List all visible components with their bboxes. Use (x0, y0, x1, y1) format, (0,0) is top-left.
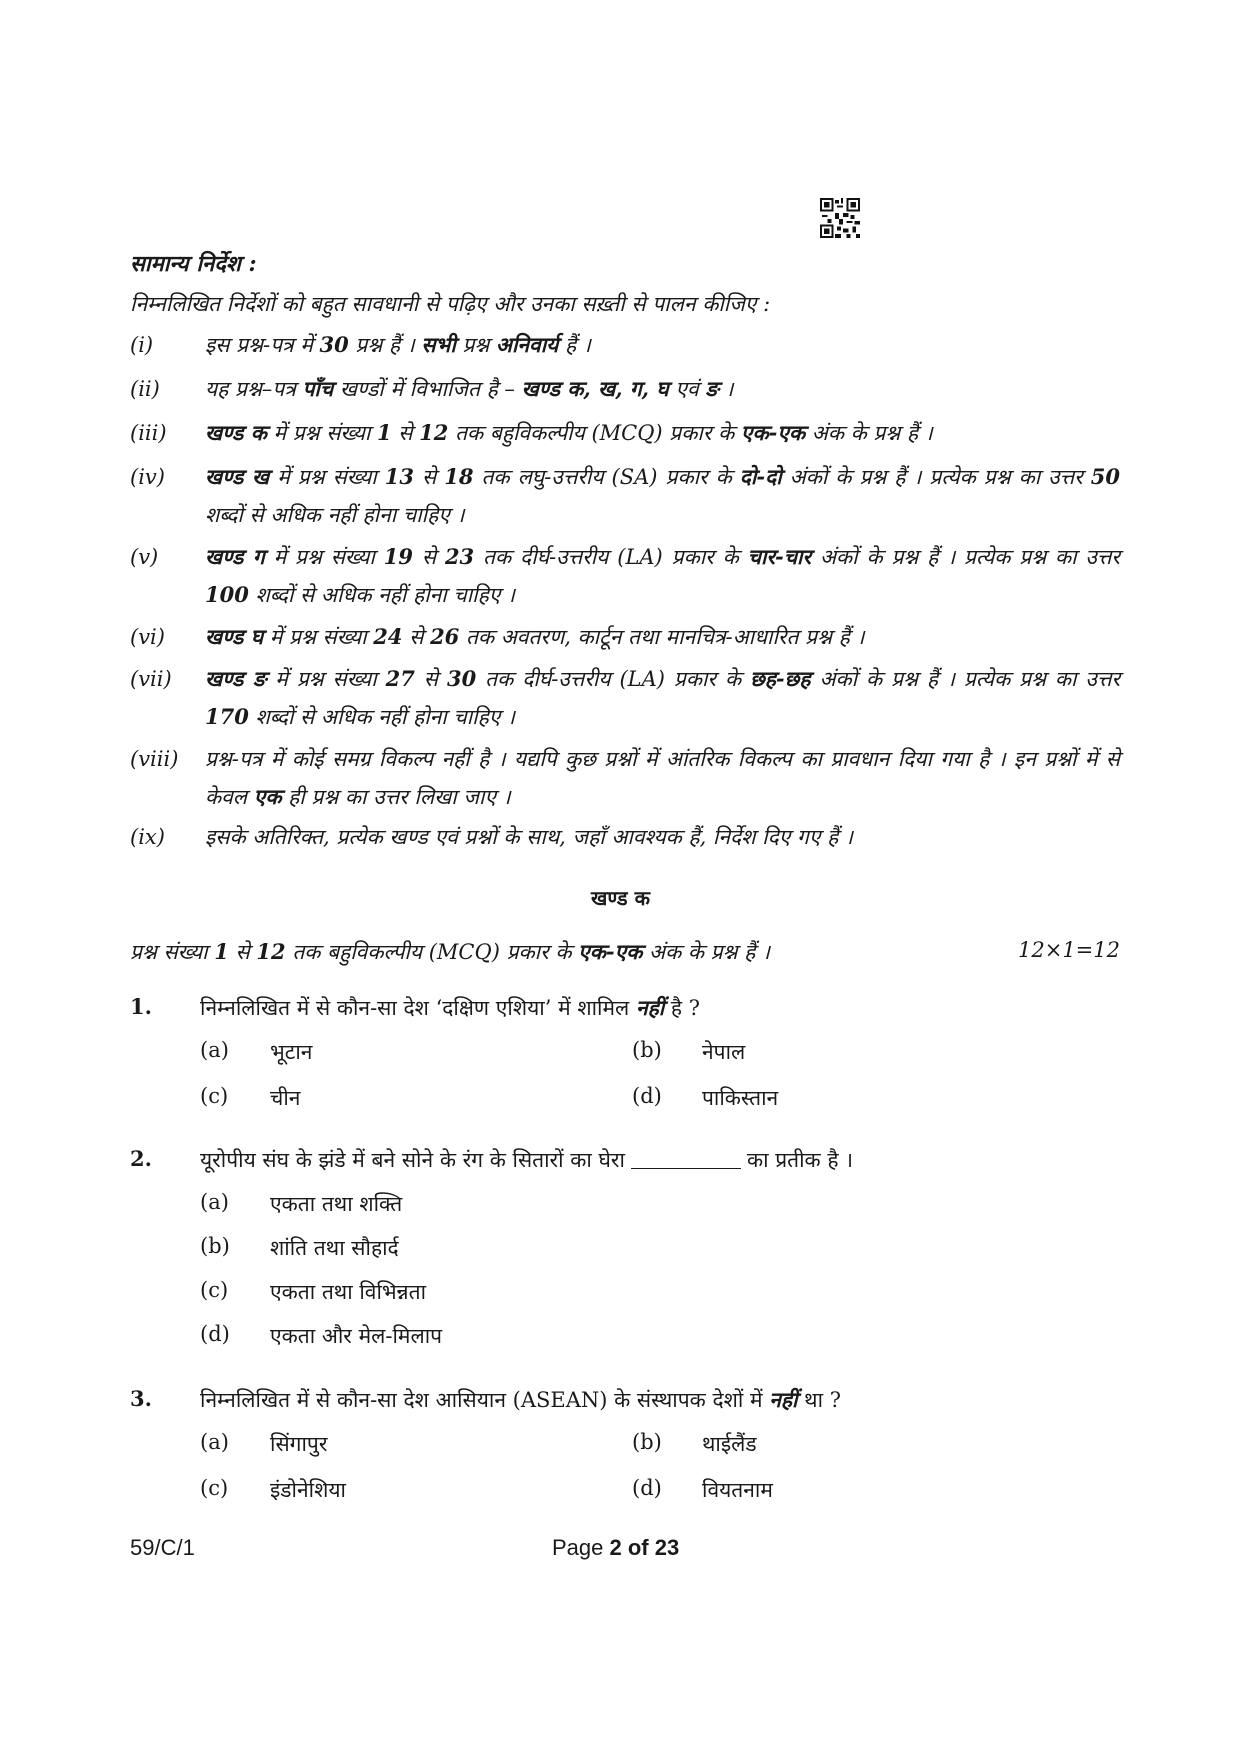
question-number: 2. (130, 1146, 152, 1171)
instruction-item: (vi) खण्ड घ में प्रश्न संख्या 24 से 26 तक अवतरण, कार्टून तथा मानचित्र-आधारित प्रश्न हैं । (130, 618, 1120, 656)
paper-code: 59/C/1 (130, 1535, 195, 1560)
instruction-item: (i) इस प्रश्न-पत्र में 30 प्रश्न हैं । सभी प्रश्न अनिवार्य हैं । (130, 326, 1120, 364)
general-instructions-intro: निम्नलिखित निर्देशों को बहुत सावधानी से पढ़िए और उनका सख़्ती से पालन कीजिए : (130, 292, 771, 316)
instruction-item: (vii) खण्ड ङ में प्रश्न संख्या 27 से 30 तक दीर्घ-उत्तरीय (LA) प्रकार के छह-छह अंकों के प्रश्न हैं । प्रत्येक प्रश्न का उत्तर 170 शब्दों से अधिक नहीं होना चाहिए । (130, 660, 1120, 736)
question-text: निम्नलिखित में से कौन-सा देश आसियान (ASEAN) के संस्थापक देशों में नहीं था ? (200, 1387, 841, 1412)
instruction-number: (i) (130, 333, 154, 357)
question-number: 1. (130, 994, 152, 1019)
instruction-number: (iii) (130, 421, 167, 445)
section-note: प्रश्न संख्या 1 से 12 तक बहुविकल्पीय (MCQ) प्रकार के एक-एक अंक के प्रश्न हैं । 12×1=12 (130, 938, 1120, 964)
instruction-item: (ii) यह प्रश्न–पत्र पाँच खण्डों में विभाजित है – खण्ड क, ख, ग, घ एवं ङ । (130, 370, 1120, 408)
question-number: 3. (130, 1386, 152, 1411)
instruction-number: (v) (130, 545, 159, 569)
instruction-number: (viii) (130, 747, 179, 771)
section-title: खण्ड क (591, 886, 650, 910)
instruction-number: (ix) (130, 825, 165, 849)
instruction-item: (viii) प्रश्न-पत्र में कोई समग्र विकल्प नहीं है । यद्यपि कुछ प्रश्नों में आंतरिक विकल्प का प्रावधान दिया गया है । इन प्रश्नों में से केवल एक ही प्रश्न का उत्तर लिखा जाए । (130, 740, 1120, 816)
question-text: निम्नलिखित में से कौन-सा देश ‘दक्षिण एशिया’ में शामिल नहीं है ? (200, 995, 700, 1020)
instruction-number: (ii) (130, 377, 160, 401)
instruction-item: (v) खण्ड ग में प्रश्न संख्या 19 से 23 तक दीर्घ-उत्तरीय (LA) प्रकार के चार-चार अंकों के प्रश्न हैं । प्रत्येक प्रश्न का उत्तर 100 शब्दों से अधिक नहीं होना चाहिए । (130, 538, 1120, 614)
instruction-number: (vii) (130, 667, 172, 691)
answer-blank (631, 1168, 741, 1169)
instruction-item: (iv) खण्ड ख में प्रश्न संख्या 13 से 18 तक लघु-उत्तरीय (SA) प्रकार के दो-दो अंकों के प्रश्न हैं । प्रत्येक प्रश्न का उत्तर 50 शब्दों से अधिक नहीं होना चाहिए । (130, 458, 1120, 534)
instruction-item: (ix) इसके अतिरिक्त, प्रत्येक खण्ड एवं प्रश्नों के साथ, जहाँ आवश्यक हैं, निर्देश दिए गए हैं । (130, 818, 1120, 856)
section-marks: 12×1=12 (1018, 938, 1120, 962)
general-instructions-title: सामान्य निर्देश : (130, 251, 257, 277)
instruction-number: (vi) (130, 625, 165, 649)
page-number: Page 2 of 23 (552, 1535, 680, 1560)
instruction-number: (iv) (130, 465, 165, 489)
question-text: यूरोपीय संघ के झंडे में बने सोने के रंग के सितारों का घेरा का प्रतीक है । (200, 1148, 854, 1172)
instruction-item: (iii) खण्ड क में प्रश्न संख्या 1 से 12 तक बहुविकल्पीय (MCQ) प्रकार के एक-एक अंक के प्रश्न हैं । (130, 414, 1120, 452)
qr-code-icon (820, 198, 860, 238)
